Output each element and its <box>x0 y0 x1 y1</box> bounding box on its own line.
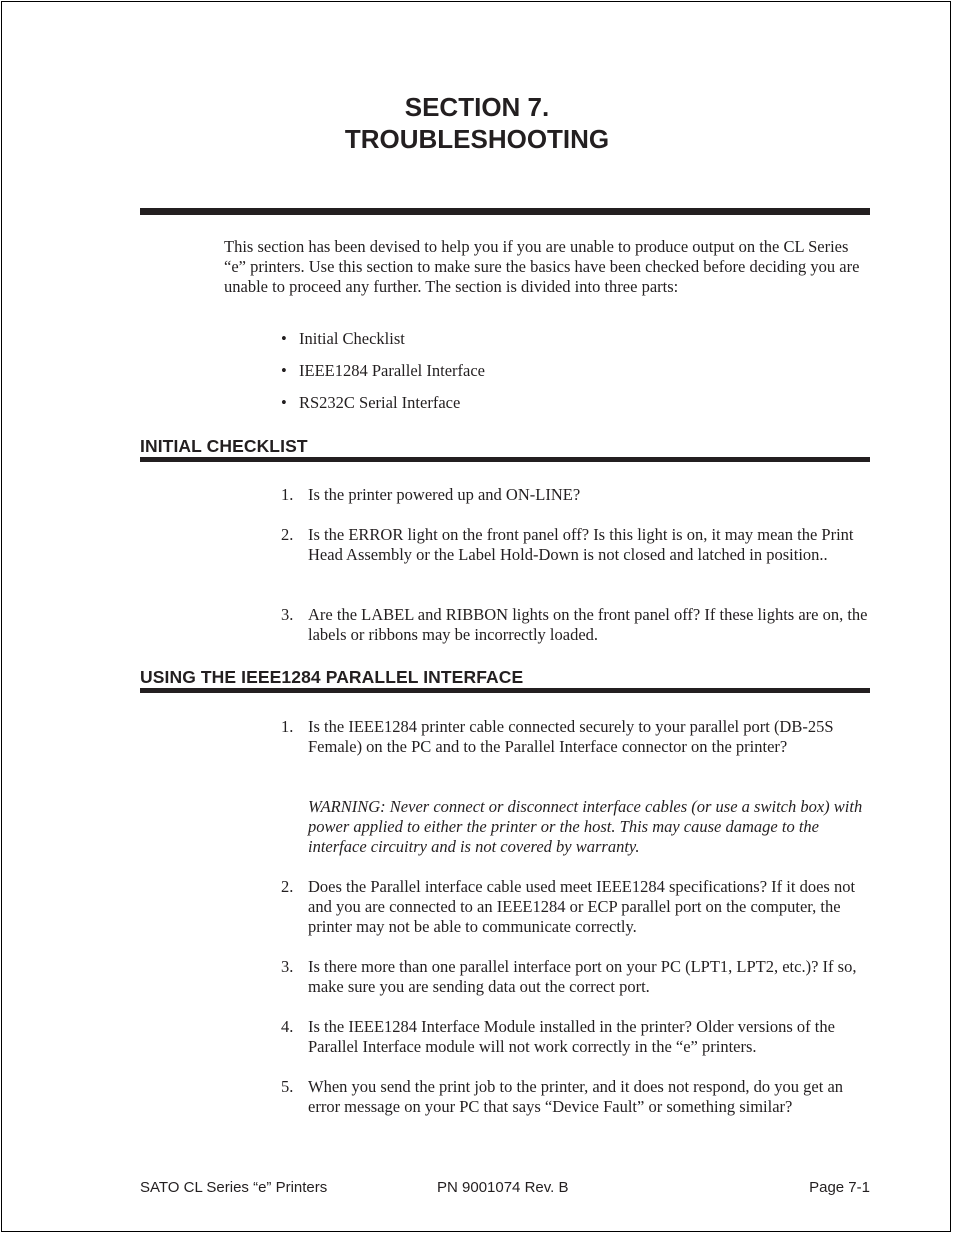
checklist-item <box>281 525 873 565</box>
parallel-interface-heading: USING THE IEEE1284 PARALLEL INTERFACE <box>140 667 524 687</box>
item-text: Does the Parallel interface cable used meet IEEE1284 specifications? If it does not and you are connected to an IEEE1284 or ECP parallel port on the computer, the printer may not be able to communicate correctly. <box>308 877 856 936</box>
item-number: 1. <box>281 485 294 504</box>
footer-part-number: PN 9001074 Rev. B <box>437 1179 569 1196</box>
footer-product: SATO CL Series “e” Printers <box>140 1179 328 1196</box>
intro-paragraph: This section has been devised to help you if you are unable to produce output on the CL Series “e” printers. Use this section to make sure the basics have been checked before deciding you are unable to proceed any further. The section is divided into three parts: <box>224 237 860 296</box>
parallel-item <box>281 877 873 937</box>
item-number: 4. <box>281 1017 294 1036</box>
item-number: 2. <box>281 525 294 544</box>
parallel-item <box>281 1017 873 1057</box>
parallel-item <box>281 1077 873 1117</box>
parallel-item <box>281 717 873 757</box>
item-text: When you send the print job to the printer, and it does not respond, do you get an error message on your PC that says “Device Fault” or something similar? <box>308 1077 844 1116</box>
bullet-glyph: • <box>281 393 287 412</box>
item-number: 3. <box>281 957 294 976</box>
item-number: 1. <box>281 717 294 736</box>
checklist-item <box>281 485 873 505</box>
item-number: 3. <box>281 605 294 624</box>
heading-underline <box>140 688 870 693</box>
bullet-glyph: • <box>281 329 287 348</box>
bullet-glyph: • <box>281 361 287 380</box>
initial-checklist-heading: INITIAL CHECKLIST <box>140 436 308 456</box>
item-text: Is the ERROR light on the front panel off? Is this light is on, it may mean the Print Head Assembly or the Label Hold-Down is not closed and latched in position.. <box>308 525 854 564</box>
intro-bullet <box>281 393 460 413</box>
section-title: TROUBLESHOOTING <box>344 124 610 154</box>
item-number: 2. <box>281 877 294 896</box>
item-text: Is the printer powered up and ON-LINE? <box>308 485 581 504</box>
intro-bullet <box>281 361 485 381</box>
section-number-title: SECTION 7. <box>404 92 550 122</box>
item-text: Are the LABEL and RIBBON lights on the front panel off? If these lights are on, the labels or ribbons may be incorrectly loaded. <box>308 605 868 644</box>
footer-page-number: Page 7-1 <box>809 1179 870 1196</box>
heading-underline <box>140 457 870 462</box>
warning-note: WARNING: Never connect or disconnect interface cables (or use a switch box) with power applied to either the printer or the host. This may cause damage to the interface circuitry and is not covered by warranty. <box>308 797 863 856</box>
intro-bullet <box>281 329 405 349</box>
bullet-text: Initial Checklist <box>299 329 405 348</box>
bullet-text: RS232C Serial Interface <box>299 393 461 412</box>
item-text: Is the IEEE1284 printer cable connected securely to your parallel port (DB-25S Female) on the PC and to the Parallel Interface connector on the printer? <box>308 717 834 756</box>
item-number: 5. <box>281 1077 294 1096</box>
item-text: Is there more than one parallel interface port on your PC (LPT1, LPT2, etc.)? If so, make sure you are sending data out the correct port. <box>308 957 857 996</box>
parallel-item <box>281 957 873 997</box>
checklist-item <box>281 605 873 645</box>
title-divider <box>140 208 870 215</box>
bullet-text: IEEE1284 Parallel Interface <box>299 361 485 380</box>
item-text: Is the IEEE1284 Interface Module installed in the printer? Older versions of the Parallel Interface module will not work correctly in the “e” printers. <box>308 1017 835 1056</box>
